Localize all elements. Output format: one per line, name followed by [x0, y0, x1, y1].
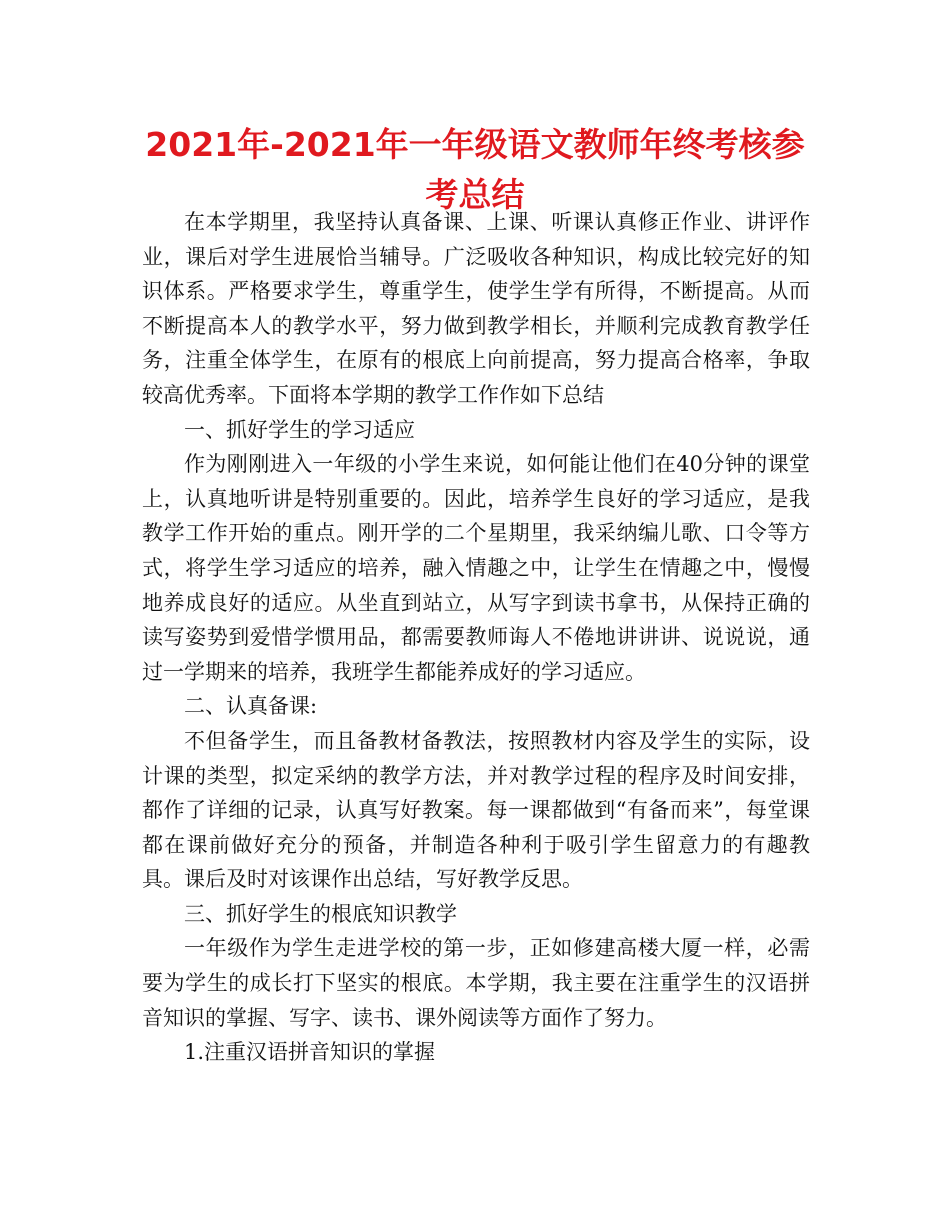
section-heading-1: 一、抓好学生的学习适应: [184, 417, 415, 442]
document-body: [142, 205, 810, 1070]
section-3-paragraph: 一年级作为学生走进学校的第一步，正如修建高楼大厦一样，必需要为学生的成长打下坚实的根底。本学期，我主要在注重学生的汉语拼音知识的掌握、写字、读书、课外阅读等方面作了努力。: [142, 936, 810, 1030]
section-heading-2: 二、认真备课:: [184, 694, 318, 719]
section-1-paragraph: 作为刚刚进入一年级的小学生来说，如何能让他们在40分钟的课堂上，认真地听讲是特别重要的。因此，培养学生良好的学习适应，是我教学工作开始的重点。刚开学的二个星期里，我采纳编儿歌、口令等方式，将学生学习适应的培养，融入情趣之中，让学生在情趣之中，慢慢地养成良好的适应。从坐直到站立，从写字到读书拿书，从保持正确的读写姿势到爱惜学惯用品，都需要教师诲人不倦地讲讲讲、说说说，通过一学期来的培养，我班学生都能养成好的学习适应。: [142, 452, 810, 684]
document-title: 2021年-2021年一年级语文教师年终考核参考总结: [145, 125, 805, 214]
intro-paragraph: 在本学期里，我坚持认真备课、上课、听课认真修正作业、讲评作业，课后对学生进展恰当辅导。广泛吸收各种知识，构成比较完好的知识体系。严格要求学生，尊重学生，使学生学有所得，不断提高。从而不断提高本人的教学水平，努力做到教学相长，并顺利完成教育教学任务，注重全体学生，在原有的根底上向前提高，努力提高合格率，争取较高优秀率。下面将本学期的教学工作作如下总结: [142, 210, 810, 407]
section-heading-3: 三、抓好学生的根底知识教学: [184, 901, 457, 926]
section-2-paragraph: 不但备学生，而且备教材备教法，按照教材内容及学生的实际，设计课的类型，拟定采纳的教学方法，并对教学过程的程序及时间安排，都作了详细的记录，认真写好教案。每一课都做到“有备而来”，每堂课都在课前做好充分的预备，并制造各种利于吸引学生留意力的有趣教具。课后及时对该课作出总结，写好教学反思。: [142, 728, 810, 892]
subsection-heading-1: 1.注重汉语拼音知识的掌握: [184, 1040, 436, 1065]
